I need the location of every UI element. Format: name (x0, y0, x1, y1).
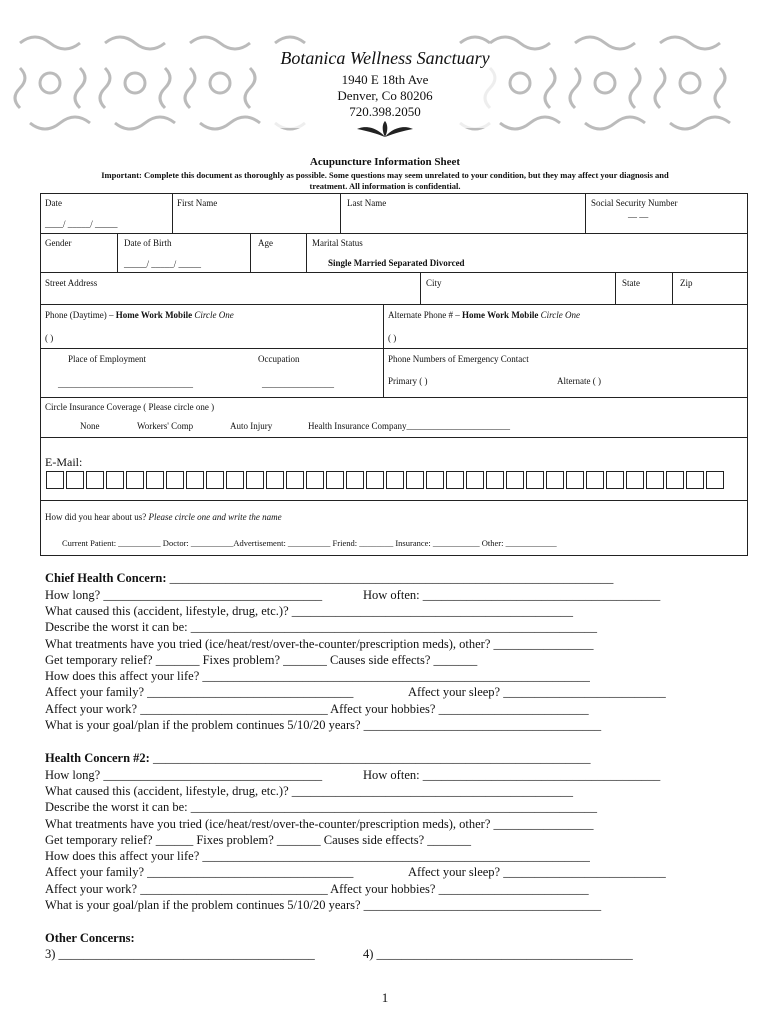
email-char-box[interactable] (546, 471, 564, 489)
other-concern-4[interactable]: 4) _________________________________________ (363, 947, 633, 961)
chief-affect-family[interactable]: Affect your family? _________________________________ (45, 685, 354, 699)
email-char-box[interactable] (666, 471, 684, 489)
col-divider (585, 193, 586, 233)
concern2-goal[interactable]: What is your goal/plan if the problem continues 5/10/20 years? ______________________________________ (45, 898, 602, 912)
last-name-field[interactable]: Last Name (347, 198, 387, 208)
concern2-relief[interactable]: Get temporary relief? ______ Fixes problem? _______ Causes side effects? _______ (45, 833, 472, 847)
email-char-box[interactable] (706, 471, 724, 489)
alt-phone-field[interactable]: ( ) (388, 333, 397, 343)
email-char-box[interactable] (226, 471, 244, 489)
phone-daytime-field[interactable]: ( ) (45, 333, 54, 343)
email-char-box[interactable] (346, 471, 364, 489)
row-divider (40, 500, 748, 501)
referral-question-text: How did you hear about us? (45, 512, 147, 522)
email-char-box[interactable] (406, 471, 424, 489)
other-concerns-heading: Other Concerns: (45, 931, 135, 945)
insurance-workers-comp-option[interactable]: Workers' Comp (137, 421, 194, 431)
email-char-box[interactable] (366, 471, 384, 489)
chief-treatments[interactable]: What treatments have you tried (ice/heat/rest/over-the-counter/prescription meds), other? ________________ (45, 637, 594, 651)
concern2-how-long[interactable]: How long? ___________________________________ (45, 768, 323, 782)
email-char-box[interactable] (606, 471, 624, 489)
occupation-field[interactable]: ________________ (262, 379, 334, 389)
chief-affect-sleep[interactable]: Affect your sleep? __________________________ (408, 685, 666, 699)
concern2-heading (45, 751, 590, 766)
ssn-field[interactable]: Social Security Number (591, 198, 678, 208)
circle-one-note: Circle One (540, 310, 580, 320)
business-address: 1940 E 18th Ave (341, 72, 429, 87)
concern2-affect-sleep[interactable]: Affect your sleep? __________________________ (408, 865, 666, 879)
concern2-field[interactable]: ______________________________________________________________________ (152, 751, 591, 765)
col-divider (340, 193, 341, 233)
email-char-box[interactable] (526, 471, 544, 489)
email-char-box[interactable] (106, 471, 124, 489)
other-concern-3[interactable]: 3) _________________________________________ (45, 947, 315, 961)
marital-status-options[interactable]: Single Married Separated Divorced (328, 258, 465, 268)
emergency-primary-field[interactable]: Primary ( ) (388, 376, 428, 386)
emergency-alternate-field[interactable]: Alternate ( ) (557, 376, 601, 386)
row-divider (40, 233, 748, 234)
email-char-box[interactable] (86, 471, 104, 489)
marital-status-label: Marital Status (312, 238, 363, 248)
chief-concern-field[interactable]: _______________________________________________________________________ (169, 571, 614, 585)
important-line-1: Important: Complete this document as thoroughly as possible. Some questions may seem unrelated to your condition, but they may affect your diagnosis and (101, 170, 669, 180)
chief-affect-work[interactable]: Affect your work? ______________________________ Affect your hobbies? ________________________ (45, 702, 589, 716)
concern2-treatments[interactable]: What treatments have you tried (ice/heat/rest/over-the-counter/prescription meds), other? ________________ (45, 817, 594, 831)
zip-field[interactable]: Zip (680, 278, 693, 288)
col-divider (672, 272, 673, 304)
page-number: 1 (381, 990, 389, 1005)
sheet-title: Acupuncture Information Sheet (309, 156, 461, 168)
age-field[interactable]: Age (258, 238, 273, 248)
col-divider (383, 304, 384, 397)
important-line-2: treatment. All information is confidential. (309, 181, 461, 191)
email-char-box[interactable] (206, 471, 224, 489)
chief-concern-title: Chief Health Concern: (45, 571, 167, 585)
email-char-box[interactable] (466, 471, 484, 489)
chief-goal[interactable]: What is your goal/plan if the problem continues 5/10/20 years? ______________________________________ (45, 718, 602, 732)
dob-field[interactable]: _____/ _____/ _____ (124, 259, 202, 269)
gender-field[interactable]: Gender (45, 238, 72, 248)
street-address-field[interactable]: Street Address (45, 278, 98, 288)
business-city: Denver, Co 80206 (337, 88, 433, 103)
referral-question (45, 512, 282, 522)
circle-one-note: Circle One (194, 310, 234, 320)
concern2-cause[interactable]: What caused this (accident, lifestyle, drug, etc.)? _____________________________________________ (45, 784, 574, 798)
email-char-box[interactable] (626, 471, 644, 489)
row-divider (40, 397, 748, 398)
col-divider (172, 193, 173, 233)
email-char-box[interactable] (66, 471, 84, 489)
employment-label: Place of Employment (68, 354, 146, 364)
insurance-health-option[interactable]: Health Insurance Company_______________________ (308, 421, 510, 431)
insurance-auto-injury-option[interactable]: Auto Injury (230, 421, 273, 431)
emergency-contact-label: Phone Numbers of Emergency Contact (388, 354, 529, 364)
email-char-box[interactable] (126, 471, 144, 489)
city-field[interactable]: City (426, 278, 442, 288)
alt-phone-label (388, 310, 580, 320)
email-char-box[interactable] (646, 471, 664, 489)
insurance-none-option[interactable]: None (80, 421, 100, 431)
date-label: Date (45, 198, 62, 208)
email-char-box[interactable] (186, 471, 204, 489)
col-divider (306, 233, 307, 272)
email-char-box[interactable] (426, 471, 444, 489)
email-char-box[interactable] (46, 471, 64, 489)
referral-instruction: Please circle one and write the name (148, 512, 282, 522)
email-char-box[interactable] (266, 471, 284, 489)
business-phone: 720.398.2050 (349, 104, 421, 119)
phone-daytime-options[interactable]: Home Work Mobile (115, 310, 193, 320)
business-name: Botanica Wellness Sanctuary (280, 48, 490, 68)
state-field[interactable]: State (622, 278, 640, 288)
concern2-affect-work[interactable]: Affect your work? ______________________________ Affect your hobbies? ________________________ (45, 882, 589, 896)
ssn-dashes: — — (628, 212, 649, 222)
row-divider (40, 304, 748, 305)
phone-daytime-text: Phone (Daytime) – (45, 310, 114, 320)
chief-how-long[interactable]: How long? ___________________________________ (45, 588, 323, 602)
email-char-box[interactable] (326, 471, 344, 489)
email-char-box[interactable] (446, 471, 464, 489)
row-divider (40, 437, 748, 438)
chief-worst[interactable]: Describe the worst it can be: _________________________________________________________________ (45, 620, 598, 634)
chief-concern-heading (45, 571, 613, 586)
concern2-how-often[interactable]: How often: ______________________________________ (363, 768, 661, 782)
alt-phone-text: Alternate Phone # – (388, 310, 460, 320)
email-char-box[interactable] (306, 471, 324, 489)
referral-options[interactable]: Current Patient: __________ Doctor: __________Advertisement: __________ Friend: ________ Insurance: ___________ Other: ____________ (62, 538, 557, 548)
concern2-affect-family[interactable]: Affect your family? _________________________________ (45, 865, 354, 879)
email-char-box[interactable] (286, 471, 304, 489)
row-divider (40, 348, 748, 349)
email-char-box[interactable] (566, 471, 584, 489)
concern2-worst[interactable]: Describe the worst it can be: _________________________________________________________________ (45, 800, 598, 814)
dob-label: Date of Birth (124, 238, 172, 248)
chief-affect-life[interactable]: How does this affect your life? ______________________________________________________________ (45, 669, 590, 683)
alt-phone-options[interactable]: Home Work Mobile (461, 310, 539, 320)
concern2-affect-life[interactable]: How does this affect your life? ______________________________________________________________ (45, 849, 590, 863)
col-divider (420, 272, 421, 304)
email-char-box[interactable] (506, 471, 524, 489)
important-notice (30, 170, 740, 192)
email-char-box[interactable] (386, 471, 404, 489)
phone-daytime-label (45, 310, 234, 320)
employment-field[interactable]: ______________________________ (58, 379, 193, 389)
email-char-box[interactable] (586, 471, 604, 489)
email-char-box[interactable] (686, 471, 704, 489)
email-char-box[interactable] (486, 471, 504, 489)
insurance-label: Circle Insurance Coverage ( Please circle one ) (45, 402, 215, 412)
row-divider (40, 272, 748, 273)
email-char-box[interactable] (146, 471, 164, 489)
concern2-title: Health Concern #2: (45, 751, 150, 765)
occupation-label: Occupation (258, 354, 300, 364)
col-divider (117, 233, 118, 272)
leaf-flourish-icon (355, 119, 415, 139)
col-divider (250, 233, 251, 272)
email-char-box[interactable] (246, 471, 264, 489)
first-name-field[interactable]: First Name (177, 198, 218, 208)
chief-relief[interactable]: Get temporary relief? _______ Fixes problem? _______ Causes side effects? _______ (45, 653, 478, 667)
col-divider (615, 272, 616, 304)
chief-how-often[interactable]: How often: ______________________________________ (363, 588, 661, 602)
date-field[interactable]: ____/ _____/ _____ (45, 219, 118, 229)
chief-cause[interactable]: What caused this (accident, lifestyle, drug, etc.)? _____________________________________________ (45, 604, 574, 618)
email-char-box[interactable] (166, 471, 184, 489)
email-character-boxes[interactable] (46, 471, 726, 489)
email-label: E-Mail: (45, 455, 83, 469)
